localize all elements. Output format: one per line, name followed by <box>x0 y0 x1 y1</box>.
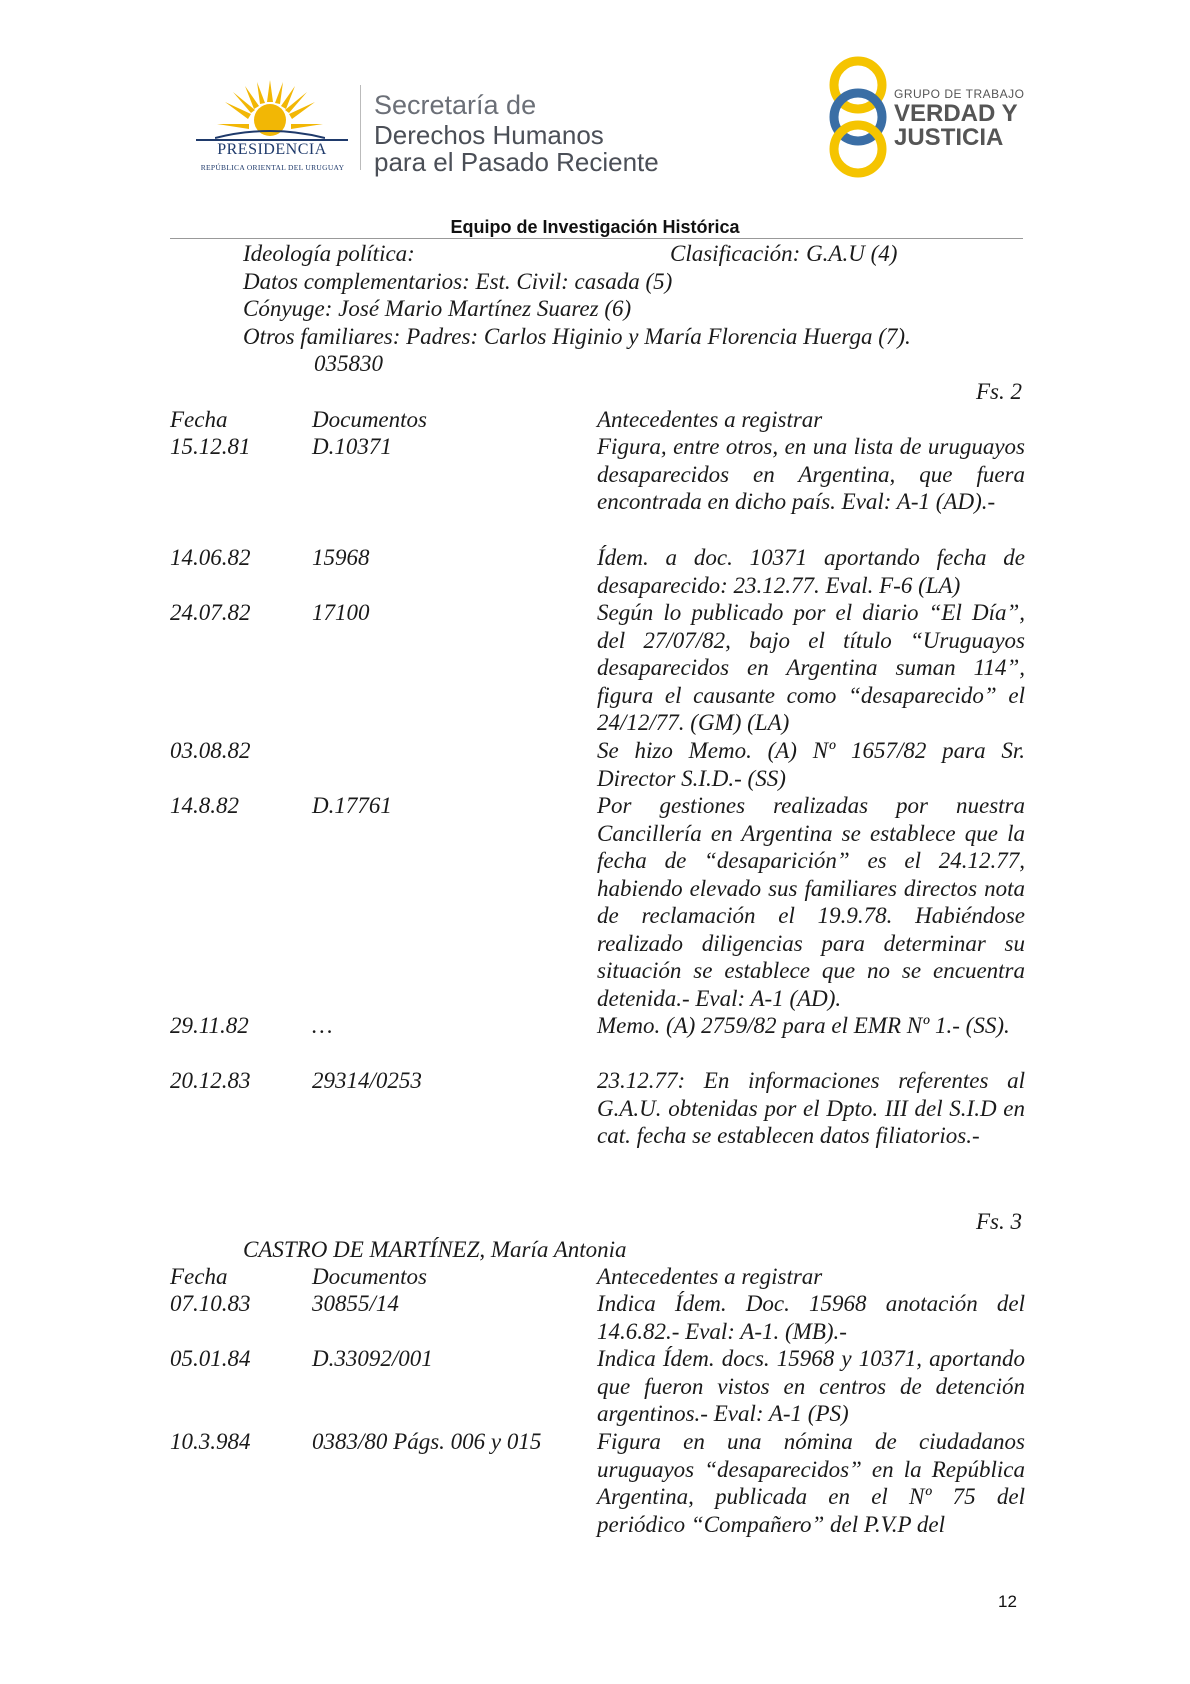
conyuge-line: Cónyuge: José Mario Martínez Suarez (6) <box>243 296 632 321</box>
table-row <box>170 433 1025 543</box>
row-fecha: 24.07.82 <box>170 600 251 625</box>
row-fecha: 03.08.82 <box>170 738 251 763</box>
documentos-header: Documentos <box>312 1264 427 1289</box>
table-row <box>170 544 1025 599</box>
table-header <box>170 406 1025 434</box>
justicia-label: JUSTICIA <box>894 124 1004 151</box>
row-doc: D.10371 <box>312 434 392 459</box>
row-doc: 30855/14 <box>312 1291 399 1316</box>
table-row <box>170 737 1025 792</box>
row-doc: … <box>312 1013 333 1038</box>
table-row <box>170 1290 1025 1345</box>
verdad-justicia-rings-logo <box>818 55 898 180</box>
page-number: 12 <box>998 1592 1017 1611</box>
row-fecha: 05.01.84 <box>170 1346 251 1371</box>
table-row <box>170 1067 1025 1177</box>
row-doc: 29314/0253 <box>312 1068 422 1093</box>
table-header <box>170 1263 1025 1291</box>
folio-2: Fs. 2 <box>976 379 1022 404</box>
team-title: Equipo de Investigación Histórica <box>450 217 740 237</box>
clasificacion-label: Clasificación: G.A.U (4) <box>670 241 898 266</box>
row-text: Figura en una nómina de ciudadanos uruguayos “desaparecidos” en la República Argentina, publicada en el Nº 75 del periódico “Compañero” del P.V.P del <box>597 1429 1025 1537</box>
ideologia-label: Ideología política: <box>243 241 415 266</box>
folio-3: Fs. 3 <box>976 1209 1022 1234</box>
row-text: 23.12.77: En informaciones referentes al G.A.U. obtenidas por el Dpto. III del S.I.D en cat. fecha se establecen datos filiatorios.- <box>597 1068 1025 1148</box>
verdad-label: VERDAD Y <box>894 100 1018 127</box>
grupo-trabajo-label: GRUPO DE TRABAJO <box>894 87 1025 101</box>
row-text: Según lo publicado por el diario “El Día”, del 27/07/82, bajo el título “Uruguayos desaparecidos en Argentina suman 114”, figura el causante como “desaparecido” el 24/12/77. (GM) (LA) <box>597 600 1025 735</box>
secretaria-line3: para el Pasado Reciente <box>374 147 659 177</box>
fecha-header: Fecha <box>170 1264 228 1289</box>
table-row <box>170 1345 1025 1428</box>
secretaria-line2: Derechos Humanos <box>374 120 604 150</box>
record-number: 035830 <box>314 351 383 376</box>
table-row <box>170 599 1025 737</box>
table-row <box>170 1012 1025 1067</box>
otros-familiares: Otros familiares: Padres: Carlos Higinio y María Florencia Huerga (7). <box>243 324 911 349</box>
row-text: Ídem. a doc. 10371 aportando fecha de desaparecido: 23.12.77. Eval. F-6 (LA) <box>597 545 1025 598</box>
row-fecha: 15.12.81 <box>170 434 251 459</box>
row-text: Por gestiones realizadas por nuestra Cancillería en Argentina se establece que la fecha de “desaparición” es el 24.12.77, habiendo elevado sus familiares directos nota de reclamación el 19.9.78. Habiéndose realizado diligencias para determinar su situación se establece que no se encuentra detenida.- Eval: A-1 (AD). <box>597 793 1025 1011</box>
antecedentes-header: Antecedentes a registrar <box>597 1264 823 1289</box>
row-text: Se hizo Memo. (A) Nº 1657/82 para Sr. Director S.I.D.- (SS) <box>597 738 1025 791</box>
row-doc: 0383/80 Págs. 006 y 015 <box>312 1429 542 1454</box>
row-text: Indica Ídem. docs. 15968 y 10371, aportando que fueron vistos en centros de detención argentinos.- Eval: A-1 (PS) <box>597 1346 1025 1426</box>
presidencia-name: PRESIDENCIA <box>217 141 327 158</box>
row-fecha: 07.10.83 <box>170 1291 251 1316</box>
row-doc: 15968 <box>312 545 370 570</box>
row-doc: D.17761 <box>312 793 392 818</box>
row-fecha: 14.06.82 <box>170 545 251 570</box>
presidencia-sun-logo <box>215 78 325 148</box>
documentos-header: Documentos <box>312 407 427 432</box>
row-fecha: 14.8.82 <box>170 793 239 818</box>
row-text: Figura, entre otros, en una lista de uruguayos desaparecidos en Argentina, que fuera encontrada en dicho país. Eval: A-1 (AD).- <box>597 434 1025 514</box>
page-header <box>0 0 1190 237</box>
row-fecha: 20.12.83 <box>170 1068 251 1093</box>
row-doc: 17100 <box>312 600 370 625</box>
row-text: Memo. (A) 2759/82 para el EMR Nº 1.- (SS). <box>597 1013 1010 1038</box>
presidencia-subtitle: REPÚBLICA ORIENTAL DEL URUGUAY <box>200 163 345 172</box>
header-rule <box>170 238 1023 239</box>
row-fecha: 10.3.984 <box>170 1429 251 1454</box>
row-doc: D.33092/001 <box>312 1346 433 1371</box>
logo-divider <box>360 85 361 170</box>
datos-complementarios: Datos complementarios: Est. Civil: casada (5) <box>243 269 673 294</box>
row-fecha: 29.11.82 <box>170 1013 249 1038</box>
table-row <box>170 1428 1025 1540</box>
fecha-header: Fecha <box>170 407 228 432</box>
secretaria-line1: Secretaría de <box>374 90 537 120</box>
row-text: Indica Ídem. Doc. 15968 anotación del 14.6.82.- Eval: A-1. (MB).- <box>597 1291 1025 1344</box>
antecedentes-header: Antecedentes a registrar <box>597 407 823 432</box>
table-row <box>170 792 1025 1012</box>
subject-name: CASTRO DE MARTÍNEZ, María Antonia <box>243 1237 627 1262</box>
